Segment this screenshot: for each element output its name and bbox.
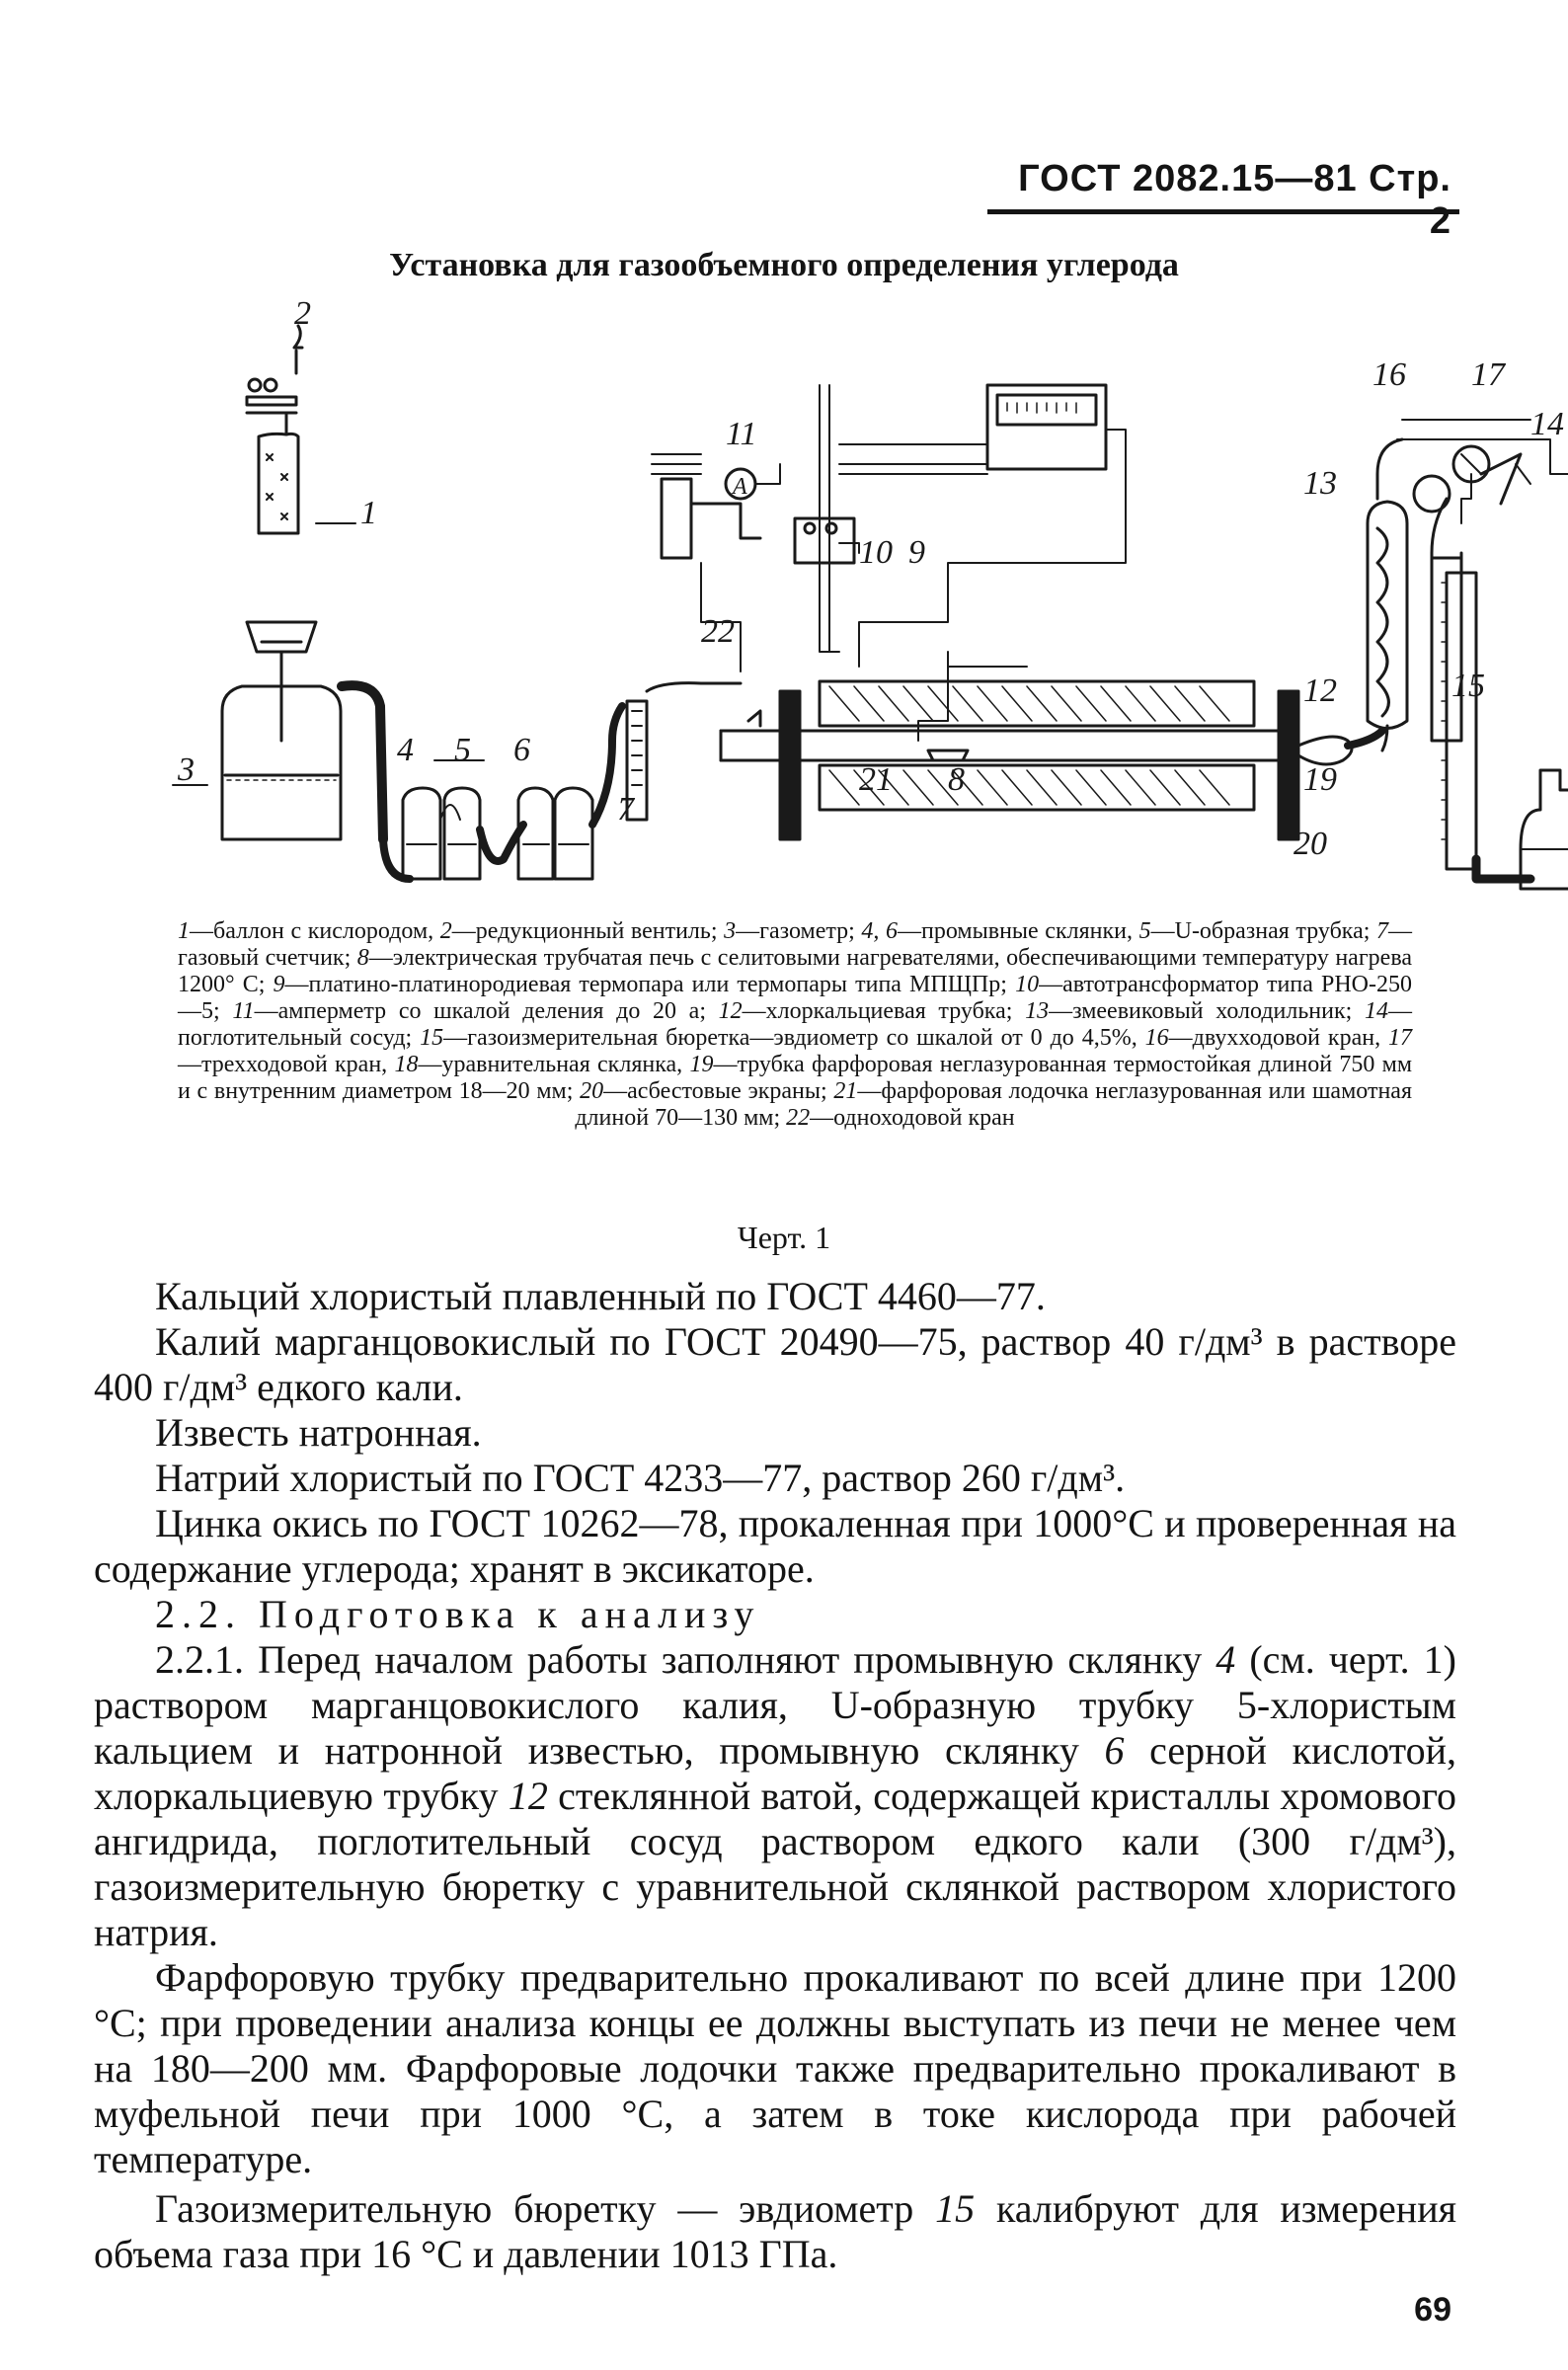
legend-text: —амперметр со шкалой деления до 20 а; — [254, 998, 719, 1024]
text-run: серной кислотой, хлоркальциевую трубку — [94, 1728, 1456, 1818]
callout-10: 10 — [859, 534, 893, 571]
body-text — [94, 1274, 1456, 2277]
paragraph: Известь натронная. — [155, 1410, 482, 1455]
callout-3: 3 — [178, 751, 195, 788]
legend-text: —газоизмерительная бюретка—эвдиометр со шкалой от 0 до 4,5%, — [443, 1025, 1145, 1051]
page-header — [987, 158, 1451, 243]
item-number: 6 — [1104, 1728, 1125, 1773]
legend-num: 5 — [1138, 918, 1151, 944]
legend-num: 2 — [439, 918, 452, 944]
callout-14: 14 — [1530, 406, 1564, 442]
text-run: Газоизмерительную бюретку — эвдиометр — [155, 2186, 936, 2231]
legend-text: —змеевиковый холодильник; — [1049, 998, 1365, 1024]
legend-text: —трехходовой кран, — [178, 1052, 395, 1077]
paragraph: Фарфоровую трубку предварительно прокаливают по всей длине при 1200 °С; при проведении анализа концы ее должны выступать из печи не менее чем на 180—200 мм. Фарфоровые лодочки также предварительно прокаливают в муфельной печи при 1000 °С, а затем в токе кислорода при рабочей температуре. — [94, 1955, 1456, 2181]
callout-11: 11 — [726, 416, 757, 452]
callout-1: 1 — [360, 495, 377, 531]
legend-num: 15 — [420, 1025, 444, 1051]
gasometer — [173, 622, 383, 839]
text-run: 2.2.1. Перед началом работы заполняют промывную склянку — [155, 1637, 1216, 1682]
gas-counter — [627, 683, 741, 820]
legend-text: —электрическая трубчатая печь с селитовыми нагревателями, обеспечивающими температуру нагрева 1200° С; — [178, 945, 1413, 997]
legend-text: —трубка фарфоровая неглазурованная термостойкая длиной 750 мм и с внутренним диаметром 18—20 мм; — [178, 1052, 1413, 1104]
standard-number: ГОСТ 2082.15—81 — [1018, 158, 1358, 199]
item-number: 12 — [508, 1774, 548, 1818]
paragraph — [94, 1637, 1456, 1955]
tube-furnace — [721, 652, 1298, 839]
legend-text: —автотрансформатор типа РНО-250—5; — [178, 972, 1413, 1024]
oxygen-cylinder — [247, 326, 355, 533]
legend-text: —платино-платинородиевая термопара или термопары типа МПЩПр; — [284, 972, 1016, 997]
legend-num: 20 — [580, 1078, 604, 1104]
legend-num: 7 — [1376, 918, 1389, 944]
legend-text: —поглотительный сосуд; — [178, 998, 1412, 1051]
legend-text: —газометр; — [736, 918, 862, 944]
section-heading: 2.2. Подготовка к анализу — [155, 1592, 761, 1636]
callout-9: 9 — [908, 534, 925, 571]
legend-num: 1 — [178, 918, 190, 944]
legend-num: 10 — [1015, 972, 1040, 997]
legend-num: 9 — [273, 972, 285, 997]
legend-text: —редукционный вентиль; — [451, 918, 725, 944]
text-run: (см. черт. 1) раствором марганцовокислого калия, U-образную трубку 5-хлористым кальцием и натронной известью, промывную склянку — [94, 1637, 1456, 1773]
legend-num: 18 — [394, 1052, 419, 1077]
callout-7: 7 — [617, 791, 634, 828]
legend-num: 17 — [1388, 1025, 1413, 1051]
paragraph: Цинка окись по ГОСТ 10262—78, прокаленная при 1000°С и проверенная на содержание углерода; хранят в эксикаторе. — [94, 1501, 1456, 1591]
page-number: 69 — [1414, 2291, 1451, 2329]
legend-text: —баллон с кислородом, — [190, 918, 440, 944]
apparatus-diagram — [148, 295, 1564, 889]
paragraph: Кальций хлористый плавленный по ГОСТ 4460—77. — [155, 1274, 1046, 1318]
callout-20: 20 — [1294, 826, 1327, 862]
legend-num: 19 — [689, 1052, 714, 1077]
callout-4: 4 — [397, 732, 414, 768]
text-run: стеклянной ватой, содержащей кристаллы хромового ангидрида, поглотительный сосуд раствором едкого кали (300 г/дм³), газоизмерительную бюретку с уравнительной склянкой раствором хлористого натрия. — [94, 1774, 1456, 1954]
callout-15: 15 — [1451, 668, 1485, 704]
header-rule — [987, 209, 1459, 214]
legend-text: —одноходовой кран — [810, 1105, 1015, 1131]
absorber-vessel — [1530, 434, 1568, 635]
legend-text: —двухходовой кран, — [1168, 1025, 1389, 1051]
callout-21: 21 — [859, 761, 893, 798]
paragraph — [94, 2186, 1456, 2277]
legend-num: 22 — [786, 1105, 811, 1131]
paragraph: Натрий хлористый по ГОСТ 4233—77, раствор 260 г/дм³. — [155, 1456, 1126, 1500]
callout-8: 8 — [948, 761, 965, 798]
item-number: 4 — [1215, 1637, 1236, 1682]
legend-text: —асбестовые экраны; — [603, 1078, 834, 1104]
callout-22: 22 — [701, 613, 735, 650]
item-number: 15 — [935, 2186, 976, 2231]
legend-text: —промывные склянки, — [898, 918, 1139, 944]
callout-17: 17 — [1471, 356, 1505, 393]
legend-text: —U-образная трубка; — [1150, 918, 1377, 944]
figure-legend — [178, 918, 1412, 1132]
legend-num: 4, 6 — [861, 918, 899, 944]
callout-19: 19 — [1303, 761, 1337, 798]
legend-num: 14 — [1364, 998, 1388, 1024]
legend-num: 8 — [356, 945, 369, 971]
legend-num: 13 — [1025, 998, 1050, 1024]
legend-text: —фарфоровая лодочка неглазурованная или шамотная длиной 70—130 мм; — [575, 1078, 1412, 1131]
callout-13: 13 — [1303, 465, 1337, 502]
wash-bottles — [383, 706, 622, 879]
legend-num: 3 — [724, 918, 737, 944]
callout-16: 16 — [1372, 356, 1406, 393]
callout-6: 6 — [513, 732, 530, 768]
paragraph: Калий марганцовокислый по ГОСТ 20490—75, раствор 40 г/дм³ в растворе 400 г/дм³ едкого кали. — [94, 1319, 1456, 1409]
callout-5: 5 — [454, 732, 471, 768]
figure-title: Установка для газообъемного определения углерода — [389, 247, 1179, 283]
legend-num: 12 — [718, 998, 743, 1024]
legend-text: —уравнительная склянка, — [418, 1052, 690, 1077]
figure-caption: Черт. 1 — [737, 1220, 831, 1255]
callout-2: 2 — [294, 295, 311, 332]
legend-num: 21 — [833, 1078, 858, 1104]
legend-num: 11 — [232, 998, 255, 1024]
callout-12: 12 — [1303, 672, 1337, 709]
legend-num: 16 — [1144, 1025, 1169, 1051]
page-label: Стр. 2 — [1369, 158, 1451, 242]
legend-text: —хлоркальциевая трубка; — [742, 998, 1026, 1024]
text-run: калибруют для измерения объема газа при 16 °С и давлении 1013 ГПа. — [94, 2186, 1456, 2276]
legend-text: —газовый счетчик; — [178, 918, 1413, 971]
ammeter-symbol: A — [733, 474, 747, 500]
